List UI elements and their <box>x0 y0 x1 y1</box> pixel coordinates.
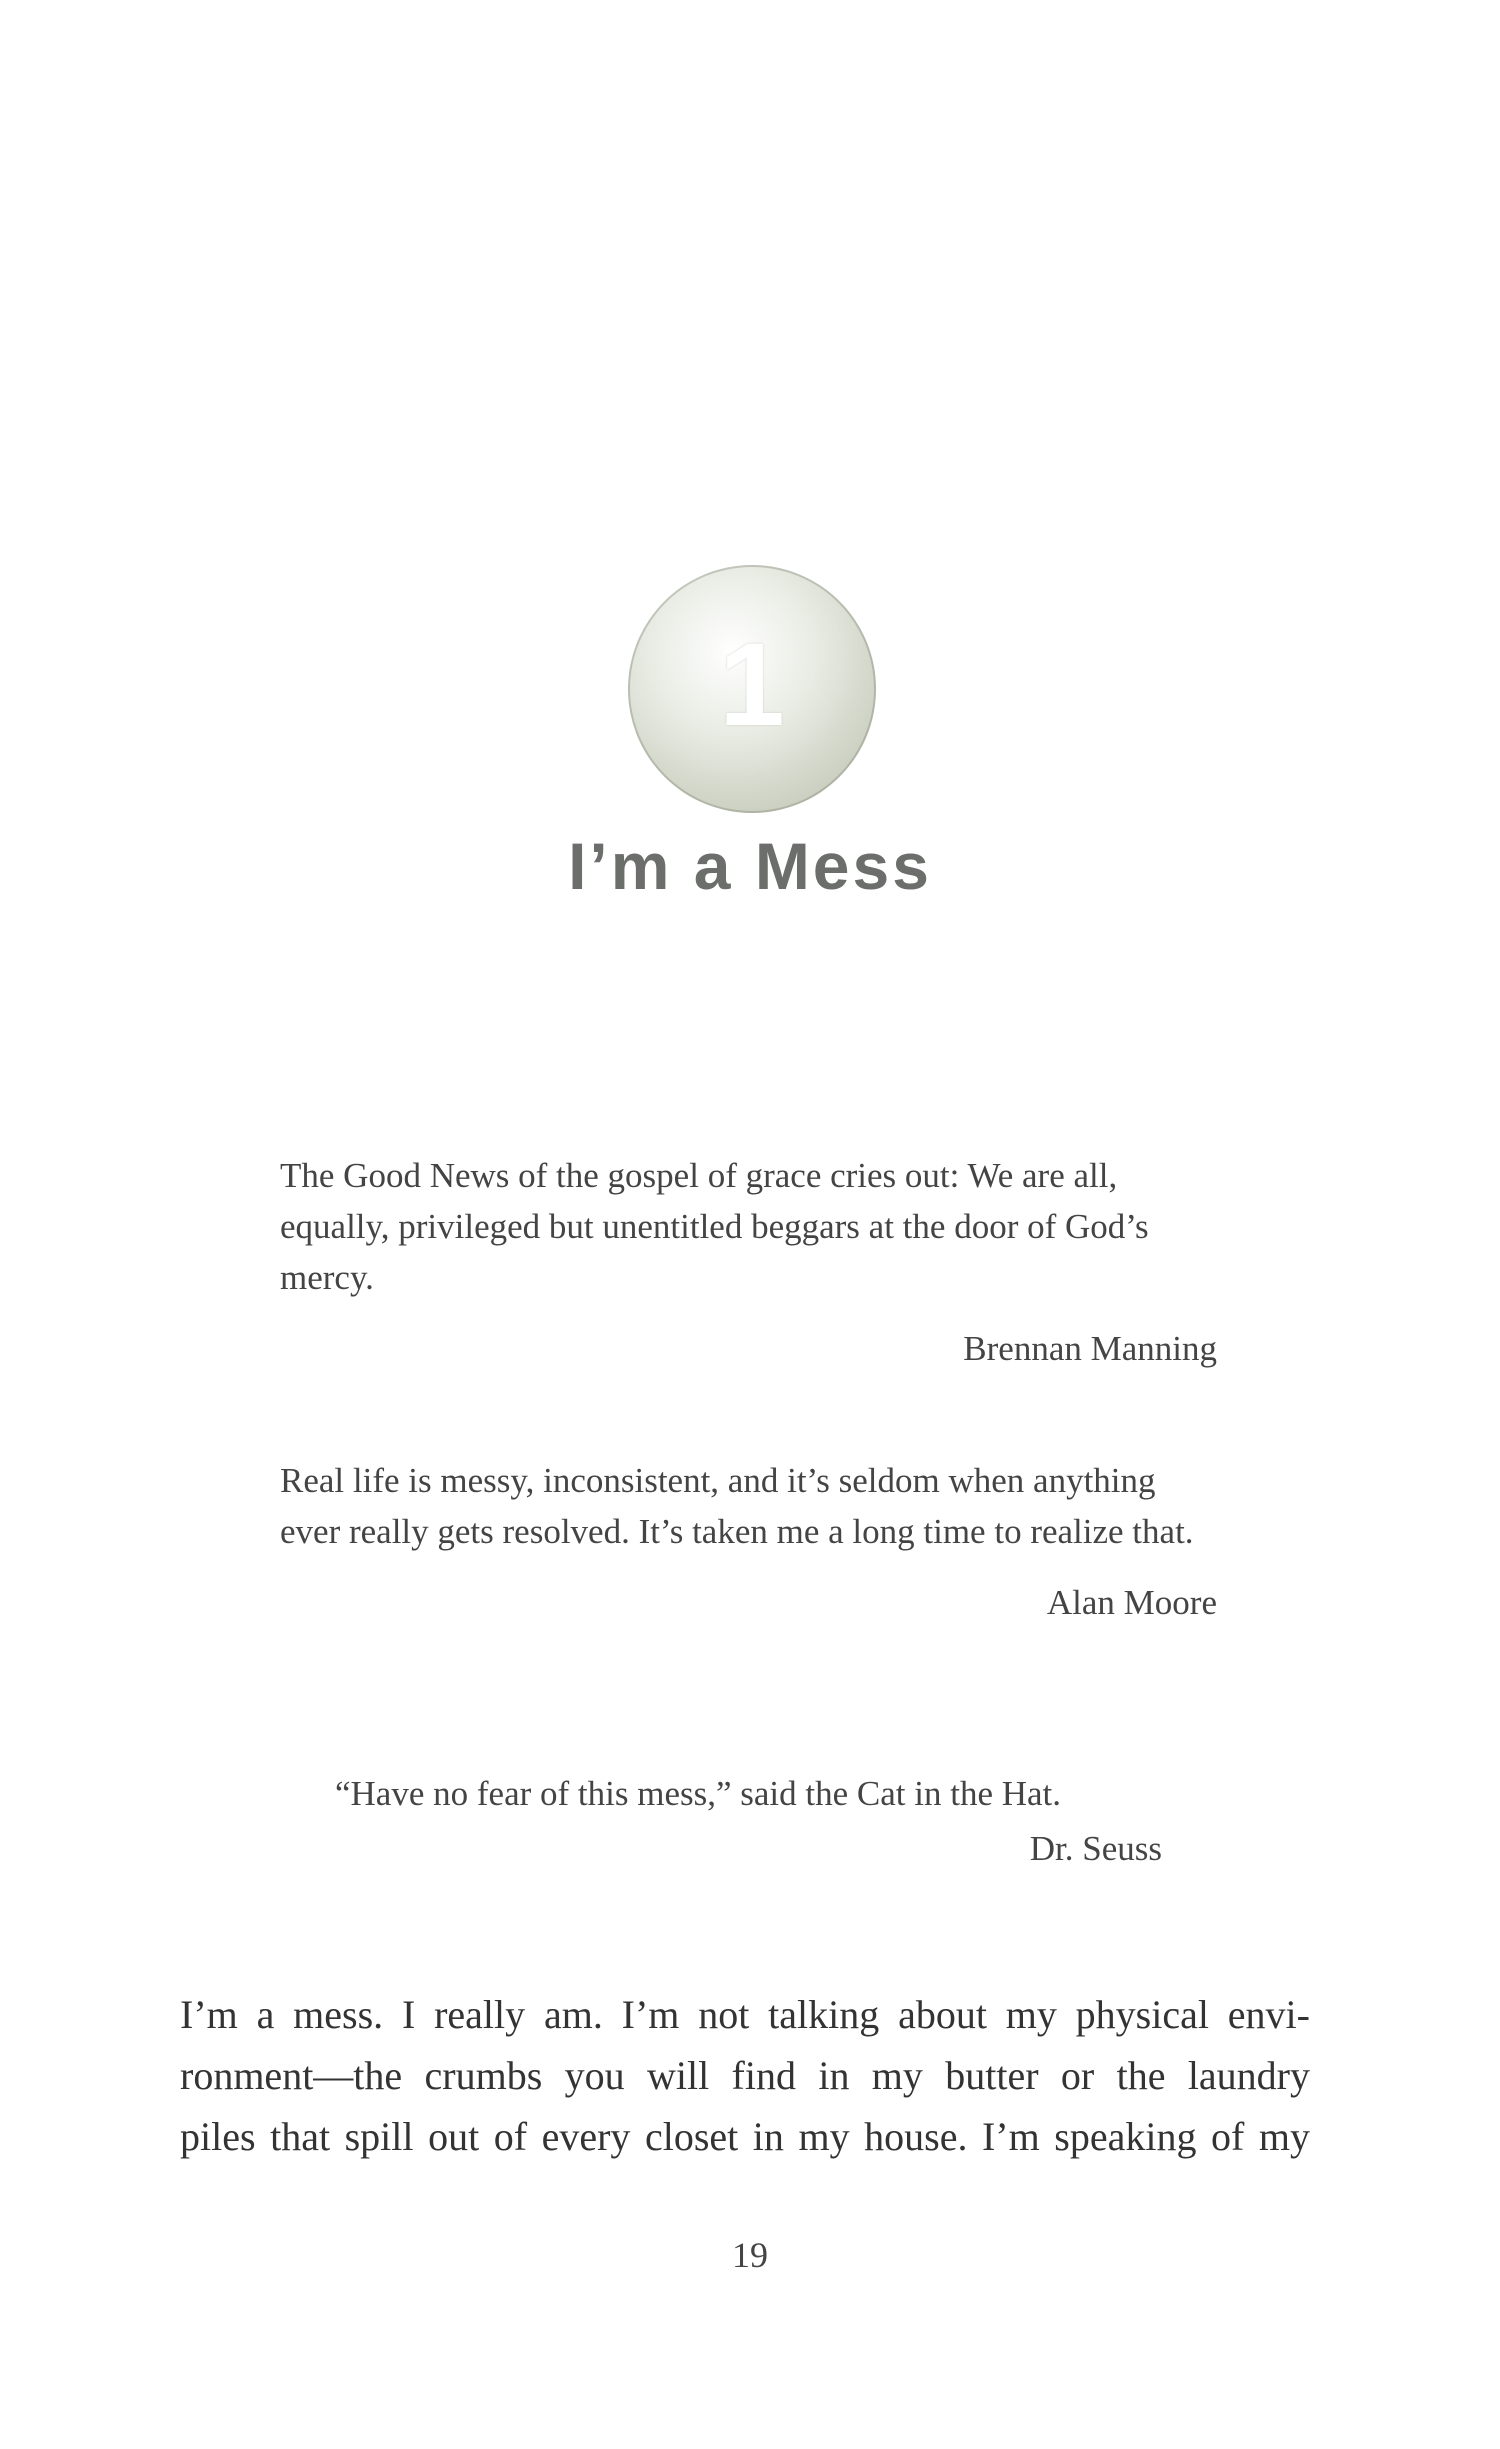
epigraph-author: Dr. Seuss <box>1029 1829 1162 1868</box>
epigraph-quote: “Have no fear of this mess,” said the Cat in the Hat. <box>335 1774 1062 1813</box>
body-line: I’m a mess. I really am. I’m not talking about my physical envi- <box>180 1992 1310 2037</box>
epigraph-seuss <box>335 1768 1162 1874</box>
epigraph-quote: The Good News of the gospel of grace cries out: We are all, equally, privileged but unentitled beggars at the door of God’s mercy. <box>280 1156 1149 1297</box>
page-number: 19 <box>732 2235 768 2275</box>
chapter-number: 1 <box>719 619 785 751</box>
epigraph-author: Brennan Manning <box>963 1329 1217 1368</box>
chapter-title: I’m a Mess <box>568 829 932 903</box>
body-paragraph <box>180 1984 1310 2167</box>
body-line: piles that spill out of every closet in my house. I’m speaking of my <box>180 2114 1310 2159</box>
epigraph-moore <box>280 1455 1217 1628</box>
chapter-number-badge <box>628 565 876 813</box>
epigraph-author: Alan Moore <box>1046 1583 1217 1622</box>
epigraph-quote: Real life is messy, inconsistent, and it’s seldom when anything ever really gets resolved. It’s taken me a long time to realize that. <box>280 1461 1194 1551</box>
epigraph-manning <box>280 1150 1217 1374</box>
body-line: ronment—the crumbs you will find in my butter or the laundry <box>180 2053 1310 2098</box>
